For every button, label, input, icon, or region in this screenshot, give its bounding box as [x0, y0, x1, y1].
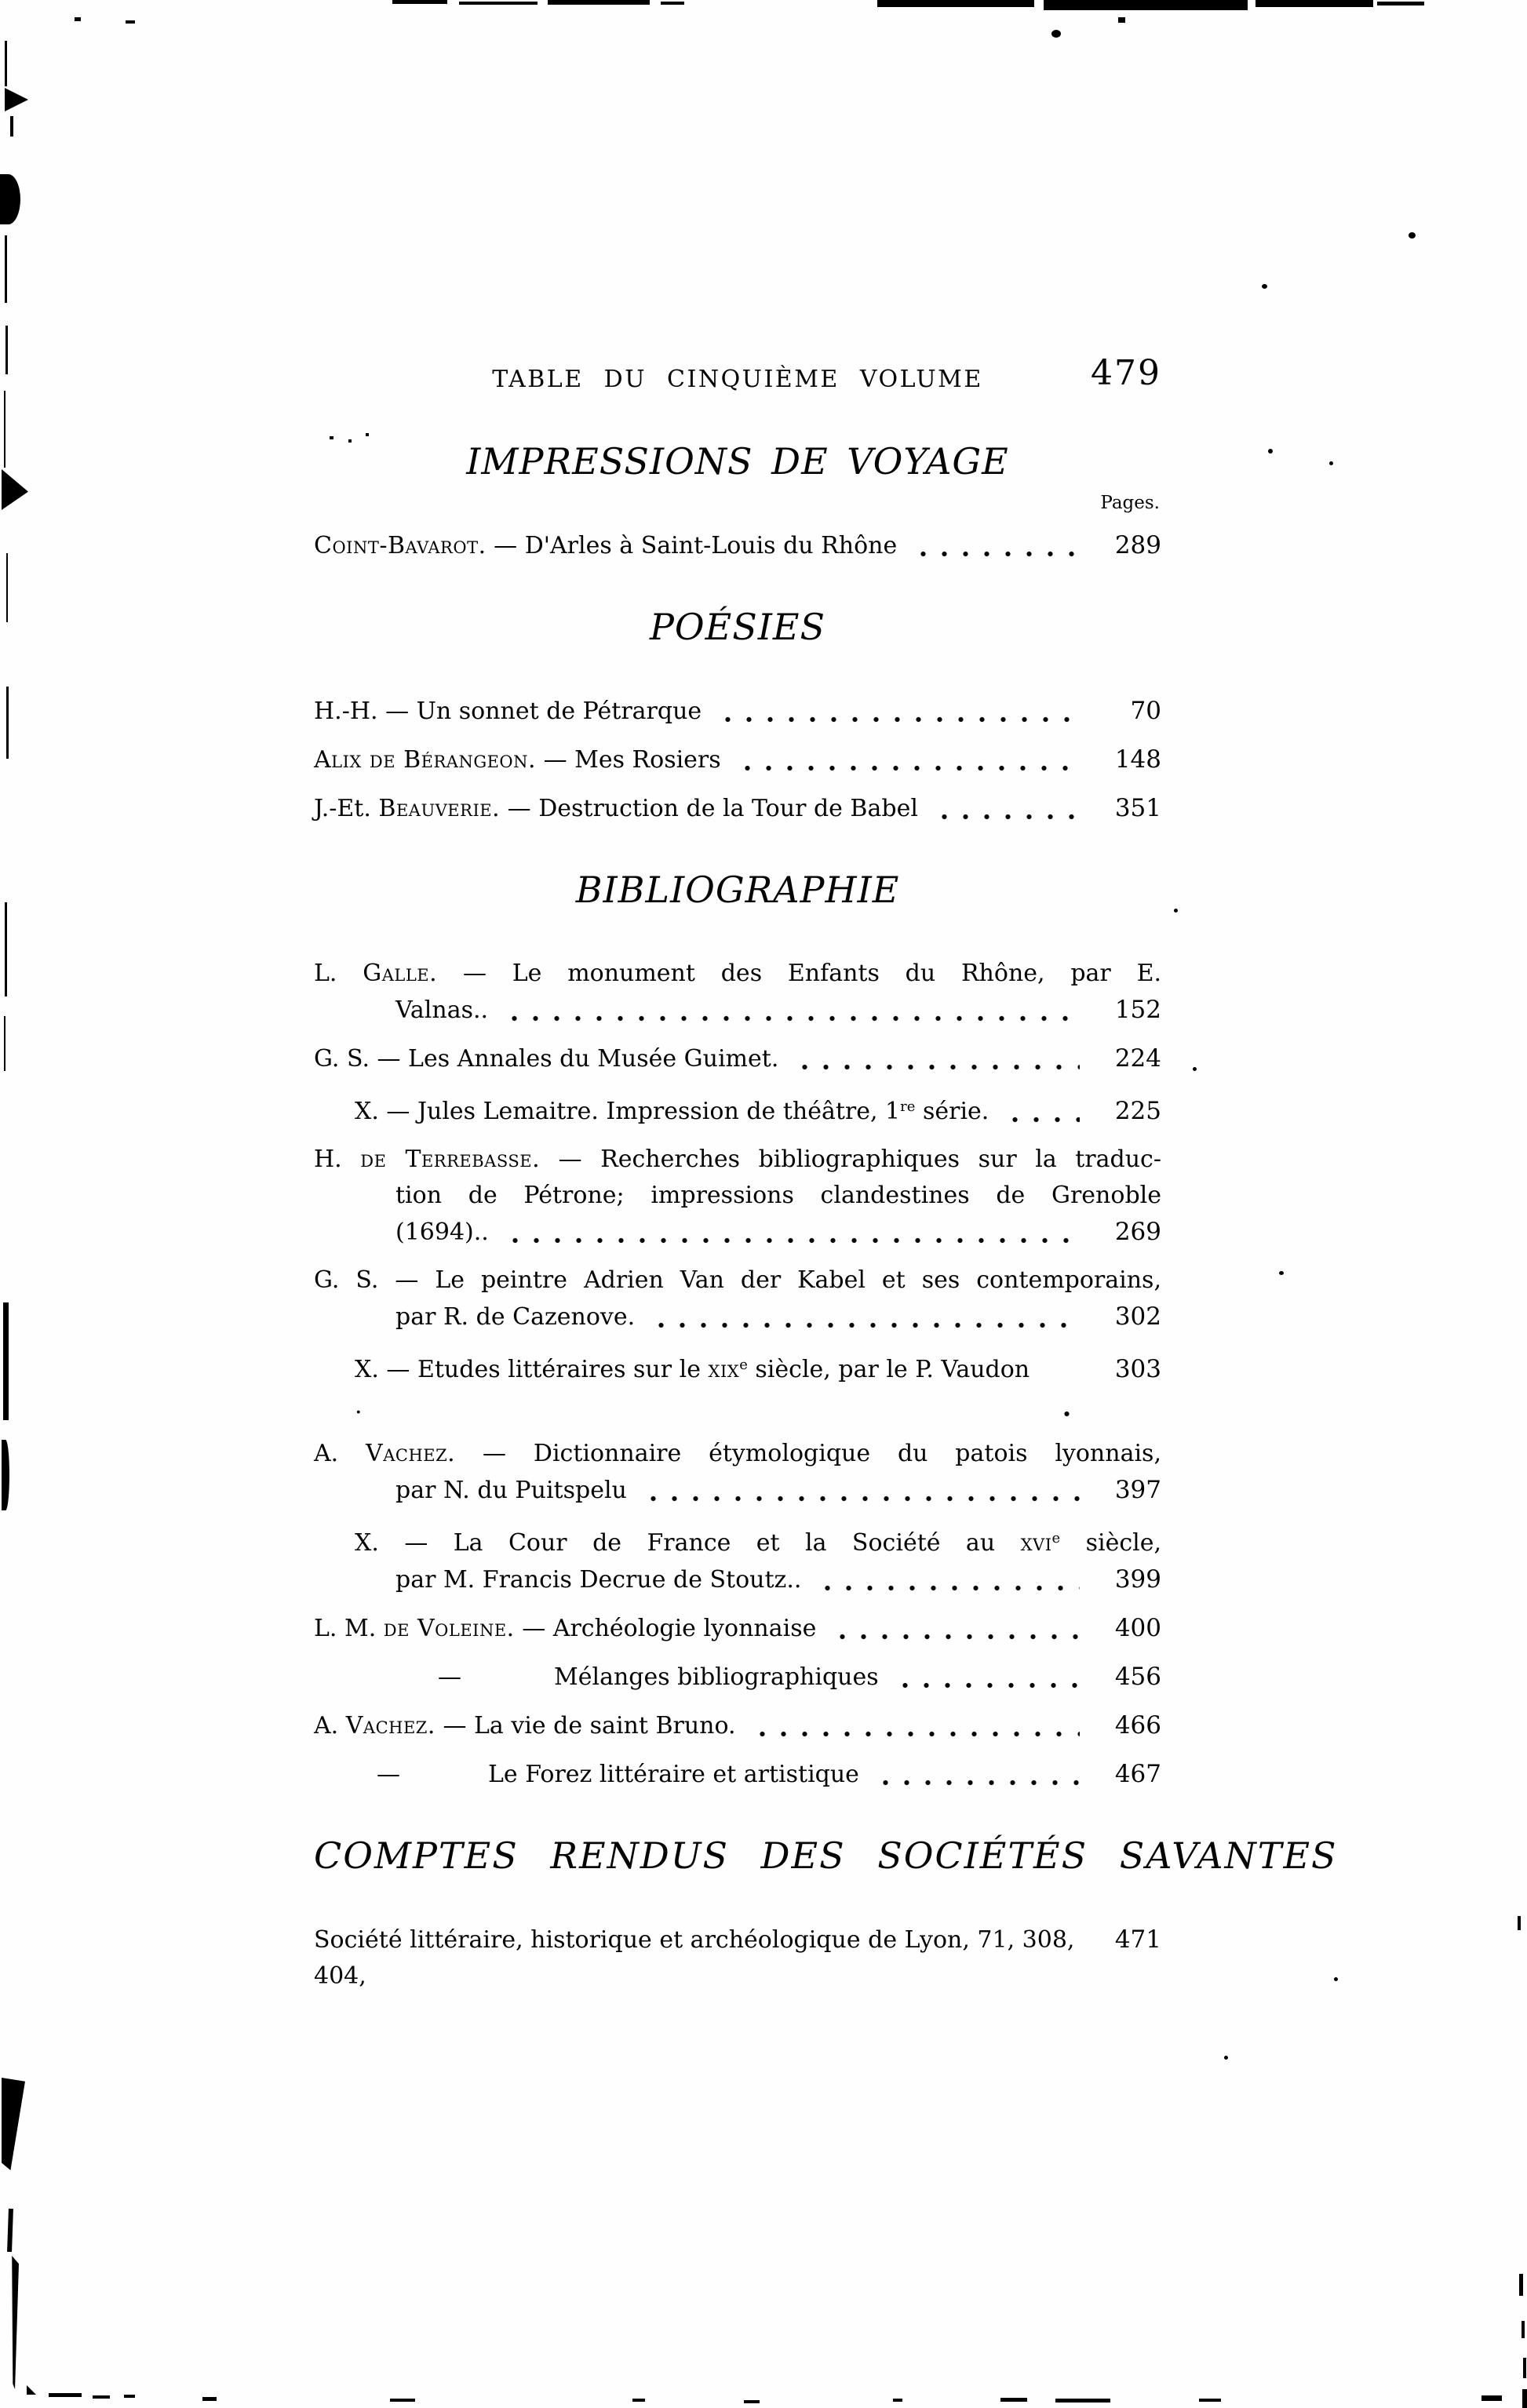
scan-artifact	[1334, 1977, 1338, 1981]
toc-entry	[314, 527, 1161, 564]
entry-text	[395, 993, 488, 1029]
text-run: G. S. — Le peintre Adrien Van der Kabel et ses contemporains,	[314, 1266, 1161, 1294]
scan-artifact	[661, 2, 684, 5]
scan-artifact	[2, 2078, 25, 2170]
author-small-caps: de Terrebasse.	[360, 1145, 541, 1173]
toc-entry	[314, 1521, 1161, 1598]
scan-artifact	[744, 2400, 760, 2403]
toc-section	[314, 439, 1161, 564]
author-small-caps: Galle.	[363, 960, 438, 987]
page-ref: 303	[1114, 1354, 1161, 1383]
text-run: Le Forez littéraire et artistique	[488, 1760, 859, 1788]
scan-artifact	[1118, 17, 1125, 23]
text-run: — Le monument des Enfants du Rhône, par E.	[437, 960, 1162, 987]
scan-artifact	[0, 174, 20, 224]
ditto-dash: —	[438, 1663, 461, 1691]
scan-artifact	[1268, 449, 1273, 454]
entry-text	[355, 1529, 1161, 1557]
text-run: L.	[314, 960, 363, 987]
toc-entry	[314, 1707, 1161, 1744]
scan-artifact	[75, 17, 81, 21]
toc-entry	[314, 1040, 1161, 1077]
dot-leader	[499, 1014, 1080, 1023]
toc-entry	[314, 790, 1161, 827]
toc-section	[314, 605, 1161, 827]
scan-artifact	[548, 0, 650, 5]
toc-entry	[314, 1436, 1161, 1509]
entry-text	[314, 528, 897, 564]
scan-artifact	[10, 2256, 19, 2389]
scan-artifact	[1224, 2056, 1228, 2060]
author-small-caps: Vachez.	[345, 1711, 436, 1740]
toc-line	[314, 527, 1161, 564]
page-ref: 467	[1114, 1759, 1161, 1788]
superscript: e	[739, 1356, 748, 1373]
dot-leader	[890, 1681, 1080, 1690]
page-ref: 269	[1114, 1217, 1161, 1246]
section-heading: IMPRESSIONS DE VOYAGE	[466, 440, 1009, 483]
scan-artifact	[1000, 2398, 1027, 2402]
toc-entry	[314, 741, 1161, 778]
dot-leader	[646, 1321, 1080, 1330]
scan-artifact	[1199, 2399, 1221, 2402]
toc-line	[355, 1089, 1161, 1130]
section-heading: BIBLIOGRAPHIE	[575, 869, 900, 911]
entry-text	[314, 694, 702, 730]
text-run: X. — Etudes littéraires sur le	[355, 1355, 709, 1383]
dot-leader	[929, 812, 1080, 821]
text-run: — La vie de saint Bruno.	[435, 1711, 736, 1740]
page-ref: 148	[1114, 745, 1161, 774]
toc-entry	[314, 1262, 1161, 1335]
scan-artifact	[1193, 1067, 1197, 1071]
scan-artifact	[4, 391, 5, 468]
scan-artifact	[1377, 2, 1424, 5]
entry-text	[355, 1089, 989, 1130]
scan-artifact	[1329, 461, 1333, 465]
text-run: A.	[314, 1439, 366, 1467]
section-heading: COMPTES RENDUS DES SOCIÉTÉS SAVANTES	[314, 1834, 1338, 1877]
dot-leader	[1000, 1115, 1080, 1124]
toc-line	[395, 992, 1161, 1029]
toc-entry	[314, 693, 1161, 730]
toc-line	[395, 1299, 1161, 1335]
entry-text	[395, 1299, 635, 1335]
superscript: e	[1051, 1529, 1061, 1546]
scan-artifact	[1519, 2274, 1523, 2296]
scan-artifact	[459, 2, 538, 5]
toc-line	[355, 1347, 1161, 1424]
scan-artifact	[1523, 2358, 1526, 2378]
scan-artifact	[2, 469, 28, 510]
scan-artifact	[126, 20, 135, 24]
scan-artifact	[877, 0, 1034, 7]
text-run: — Recherches bibliographiques sur la traduc-	[540, 1145, 1161, 1173]
author-small-caps: Alix de Bérangeon.	[314, 746, 537, 774]
scan-artifact	[1409, 232, 1416, 239]
superscript: re	[900, 1098, 916, 1115]
toc-line	[395, 1472, 1161, 1509]
scan-artifact	[893, 2399, 902, 2402]
text-run: — Destruction de la Tour de Babel	[500, 795, 918, 822]
dot-leader	[712, 715, 1080, 724]
scan-artifact	[632, 2399, 645, 2402]
scan-artifact	[10, 116, 13, 137]
toc-line	[395, 1214, 1161, 1251]
text-run: H.-H. — Un sonnet de Pétrarque	[314, 698, 702, 725]
text-run: X. — La Cour de France et la Société au	[355, 1528, 1021, 1557]
page-ref: 225	[1114, 1096, 1161, 1125]
toc-line	[314, 1922, 1161, 1995]
toc-line	[314, 1142, 1161, 1178]
scan-artifact	[1044, 0, 1248, 10]
toc-line	[395, 1178, 1161, 1214]
page-ref: 456	[1114, 1662, 1161, 1691]
scan-artifact	[5, 235, 7, 303]
page-ref: 400	[1114, 1613, 1161, 1642]
author-small-caps: Beauverie.	[378, 795, 501, 822]
page-ref: 302	[1114, 1302, 1161, 1331]
entry-text	[314, 1266, 1161, 1294]
folio-number: 479	[1091, 353, 1161, 393]
toc-entry	[314, 1347, 1161, 1424]
text-run: série.	[915, 1097, 989, 1125]
text-run: H.	[314, 1145, 361, 1173]
toc-entry	[314, 956, 1161, 1029]
scan-artifact	[5, 41, 7, 86]
page-title: TABLE DU CINQUIÈME VOLUME	[492, 366, 983, 393]
page-ref: 224	[1114, 1044, 1161, 1073]
toc-sections	[314, 439, 1338, 1995]
entry-text	[314, 791, 918, 827]
scan-artifact	[1522, 2321, 1525, 2338]
scan-artifact	[2, 1440, 9, 1510]
scan-artifact	[1051, 30, 1061, 38]
section-heading: POÉSIES	[649, 606, 826, 648]
scan-artifact	[1522, 2389, 1527, 2408]
toc-line	[377, 1756, 1161, 1793]
text-run: Société littéraire, historique et archéologique de Lyon, 71, 308, 404,	[314, 1925, 1075, 1990]
dot-leader	[827, 1632, 1080, 1641]
toc-line	[314, 741, 1161, 778]
toc-line	[355, 1521, 1161, 1561]
page-header	[314, 353, 1161, 399]
dot-leader	[500, 1236, 1080, 1245]
scan-artifact	[1055, 2399, 1110, 2403]
entry-text	[314, 1041, 778, 1077]
ditto-dash: —	[377, 1760, 400, 1788]
toc-entry	[314, 1659, 1161, 1696]
toc-line	[314, 790, 1161, 827]
text-run: tion de Pétrone; impressions clandestines de Grenoble	[395, 1181, 1161, 1209]
scan-artifact	[6, 687, 9, 759]
toc-line	[395, 1561, 1161, 1598]
dot-leader	[789, 1062, 1080, 1072]
toc-line	[314, 1262, 1161, 1299]
dot-leader	[812, 1583, 1080, 1593]
scan-artifact	[1279, 1271, 1284, 1275]
text-run: par N. du Puitspelu	[395, 1476, 627, 1504]
toc-line	[314, 1040, 1161, 1077]
toc-entry	[314, 1922, 1161, 1995]
scan-artifact	[1174, 909, 1178, 913]
entry-text	[314, 1611, 816, 1647]
author-small-caps: Vachez.	[366, 1439, 456, 1467]
page-ref: 289	[1114, 531, 1161, 559]
entry-text	[314, 1922, 1089, 1995]
toc-line	[314, 1610, 1161, 1647]
text-run: (1694)..	[395, 1218, 489, 1246]
toc-entry	[314, 1610, 1161, 1647]
text-run: — Dictionnaire étymologique du patois lyonnais,	[455, 1439, 1161, 1467]
text-run: G. S. — Les Annales du Musée Guimet.	[314, 1045, 779, 1073]
scan-artifact	[5, 326, 8, 374]
entry-text	[395, 1182, 1161, 1209]
entry-text	[314, 742, 721, 778]
entry-text	[314, 960, 1161, 987]
scan-artifact	[3, 1302, 9, 1420]
dot-leader	[732, 763, 1080, 773]
entry-text	[395, 1473, 627, 1509]
scan-artifact	[1262, 284, 1267, 289]
scan-artifact	[392, 0, 447, 4]
text-run: — Archéologie lyonnaise	[514, 1614, 817, 1642]
text-run: siècle,	[1060, 1528, 1162, 1557]
dot-leader	[1051, 1409, 1080, 1419]
text-run: — D'Arles à Saint-Louis du Rhône	[486, 532, 898, 559]
scan-artifact	[1255, 0, 1373, 7]
dot-leader	[908, 549, 1080, 559]
toc-line	[438, 1659, 1161, 1696]
scan-artifact	[5, 902, 7, 996]
toc-section	[314, 868, 1161, 1793]
entry-text	[395, 1562, 801, 1598]
text-run: par M. Francis Decrue de Stoutz..	[395, 1565, 802, 1594]
author-small-caps: xvi	[1020, 1528, 1052, 1557]
entry-text	[314, 1440, 1161, 1467]
toc-entry	[314, 1756, 1161, 1793]
scan-artifact	[4, 1016, 5, 1071]
entry-text	[438, 1659, 879, 1696]
text-run: Valnas..	[395, 996, 489, 1024]
entry-text	[355, 1347, 1040, 1424]
author-small-caps: Coint-Bavarot.	[314, 532, 487, 559]
dot-leader	[870, 1778, 1080, 1787]
scan-artifact	[202, 2397, 217, 2401]
entry-text	[314, 1708, 736, 1744]
page-ref: 152	[1114, 996, 1161, 1024]
page-ref: 466	[1114, 1710, 1161, 1740]
entry-text	[377, 1757, 859, 1793]
dot-leader	[638, 1494, 1080, 1503]
page-ref: 397	[1114, 1475, 1161, 1504]
text-run: J.-Et.	[314, 795, 379, 822]
pages-column-label: Pages.	[1100, 493, 1160, 513]
page-ref: 70	[1130, 697, 1161, 725]
toc-section	[314, 1834, 1338, 1995]
page-ref: 471	[1114, 1925, 1161, 1954]
scan-artifact	[6, 553, 8, 622]
entry-text	[395, 1215, 489, 1251]
text-run: siècle, par le P. Vaudon .	[355, 1355, 1030, 1419]
toc-entry	[314, 1142, 1161, 1251]
scan-artifact	[5, 88, 28, 111]
toc-content	[314, 353, 1338, 2006]
dot-leader	[747, 1729, 1080, 1739]
toc-line	[314, 1707, 1161, 1744]
text-run: L. M.	[314, 1614, 384, 1642]
scan-artifact	[124, 2395, 135, 2398]
text-run: — Mes Rosiers	[536, 746, 721, 774]
scan-artifact	[27, 2385, 36, 2395]
text-run: X. — Jules Lemaitre. Impression de théâtre, 1	[355, 1097, 901, 1125]
toc-line	[314, 956, 1161, 992]
scan-artifact	[93, 2395, 110, 2399]
author-small-caps: xix	[708, 1355, 740, 1383]
text-run: Mélanges bibliographiques	[554, 1663, 879, 1691]
page-ref: 399	[1114, 1565, 1161, 1594]
scan-artifact	[390, 2399, 415, 2402]
scan-artifact	[1481, 2395, 1502, 2401]
toc-line	[314, 1436, 1161, 1472]
scan-artifact	[7, 2209, 13, 2252]
scan-artifact	[1518, 1916, 1521, 1930]
page-ref: 351	[1114, 794, 1161, 822]
author-small-caps: de Voleine.	[383, 1614, 515, 1642]
text-run: par R. de Cazenove.	[395, 1302, 636, 1331]
scan-artifact	[49, 2393, 82, 2397]
toc-line	[314, 693, 1161, 730]
entry-text	[314, 1146, 1161, 1173]
text-run: A.	[314, 1711, 346, 1740]
toc-entry	[314, 1089, 1161, 1130]
